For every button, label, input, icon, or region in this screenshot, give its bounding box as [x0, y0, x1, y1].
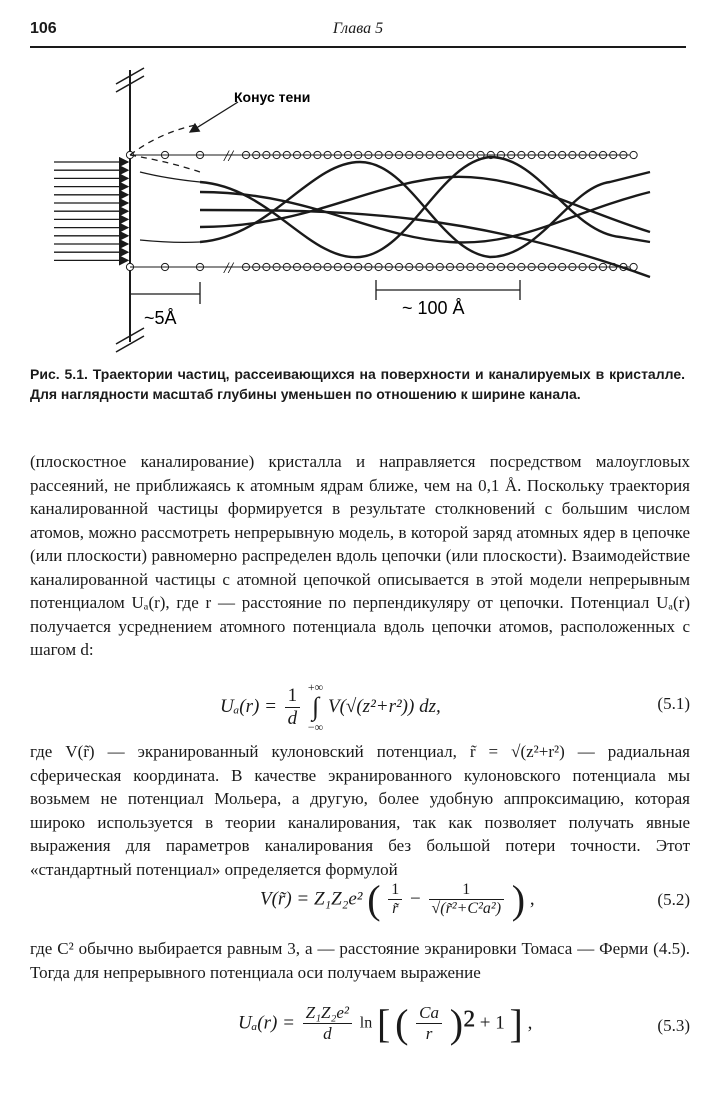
eq3-lparen: (	[395, 1001, 409, 1046]
eq3-rparen-squared: )²	[449, 1001, 476, 1046]
eq1-integrand: V(√(z²+r²)) dz,	[327, 696, 441, 717]
eq3-f-den: d	[323, 1024, 332, 1043]
figure-channeling-trajectories	[50, 62, 660, 358]
chapter-title: Глава 5	[332, 20, 384, 37]
trajectory-diagram	[50, 62, 660, 358]
eq2-f2-num: 1	[429, 881, 505, 900]
eq1-frac-num: 1	[285, 685, 301, 708]
eq3-rbrack: ]	[509, 1001, 523, 1046]
eq1-number: (5.1)	[657, 694, 690, 713]
eq1-lower-limit: −∞	[307, 720, 324, 734]
eq1-lhs: Uₐ(r) =	[220, 696, 277, 717]
paragraph-2: где V(r̃) — экранированный кулоновский потенциал, r̃ = √(z²+r²) — радиальная сферическая координата. В качестве экранированного кулоновского потенциала мы возьмем не потенциал Мольера, а другую, более удобную аппроксимацию, которая широко используется в теории каналирования, так как позволяет получать явные выражения для параметров каналирования без большой потери точности. Этот «стандартный потенциал» определяется формулой	[30, 742, 690, 879]
break-mark-bottom: //	[224, 260, 233, 277]
eq2-lparen: (	[367, 877, 381, 922]
eq2-f1-num: 1	[388, 881, 402, 900]
equation-5-1	[30, 680, 690, 736]
eq1-upper-limit: +∞	[307, 680, 324, 694]
eq1-frac-den: d	[287, 707, 298, 729]
eq2-f2-den: √(r̃²+C²a²)	[431, 900, 502, 917]
incoming-beam-arrows	[54, 162, 128, 260]
eq3-tail: ,	[527, 1012, 533, 1034]
eq3-lhs: Uₐ(r) =	[238, 1012, 295, 1034]
eq3-f-num: Z₁Z₂e²	[303, 1003, 352, 1024]
trajectory-3	[200, 192, 650, 242]
label-shadow-cone: Конус тени	[234, 89, 311, 105]
atom-dot	[630, 151, 637, 158]
running-header	[30, 20, 686, 48]
eq2-f1-den: r̃	[392, 900, 399, 917]
eq2-rparen: )	[511, 877, 526, 922]
eq2-minus: −	[410, 888, 421, 910]
eq3-g-den: r	[425, 1024, 433, 1043]
label-5-angstrom: ~5Å	[144, 308, 177, 328]
eq3-lbrack: [	[376, 1001, 391, 1046]
shadow-cone	[130, 124, 200, 155]
eq2-lhs: V(r̃) = Z₁Z₂e²	[260, 888, 363, 910]
eq3-plus-one: + 1	[479, 1012, 505, 1034]
eq3-ln: ln	[359, 1014, 373, 1032]
paragraph-3: где C² обычно выбирается равным 3, a — расстояние экранировки Томаса — Ферми (4.5). Тогда для непрерывного потенциала оси получаем выражение	[30, 939, 690, 982]
eq3-number: (5.3)	[657, 1016, 690, 1035]
eq2-number: (5.2)	[657, 890, 690, 909]
trajectory-4	[200, 177, 650, 232]
eq3-g-num: Ca	[416, 1003, 442, 1024]
figure-caption: Рис. 5.1. Траектории частиц, рассеивающихся на поверхности и каналируемых в кристалле. Для наглядности масштаб глубины уменьшен по отношению к ширине канала.	[30, 366, 685, 402]
break-mark-top: //	[224, 148, 233, 165]
equation-5-2	[30, 876, 690, 932]
page-number: 106	[30, 20, 57, 37]
eq2-tail: ,	[529, 888, 535, 910]
paragraph-1: (плоскостное каналирование) кристалла и направляется посредством малоугловых рассеяний, не приближаясь к атомным ядрам ближе, чем на 0,1 Å. Поскольку траектория каналированной частицы формируется в результате столкновений с большим числом атомов, можно рассмотреть непрерывную модель, в которой заряд атомных ядер в цепочке (или плоскости) равномерно распределен вдоль цепочки (или плоскости). Взаимодействие каналированной частицы с атомной цепочкой описывается в этой модели непрерывным потенциалом Uₐ(r), где r — расстояние по перпендикуляру от цепочки. Потенциал Uₐ(r) получается усреднением атомного потенциала вдоль цепочки атомов, расположенных с шагом d:	[30, 452, 690, 659]
equation-5-3	[30, 1000, 690, 1058]
label-100-angstrom: ~ 100 Å	[402, 298, 465, 318]
eq1-integral: ∫	[312, 692, 320, 721]
cone-pointer-arrow	[190, 102, 238, 132]
